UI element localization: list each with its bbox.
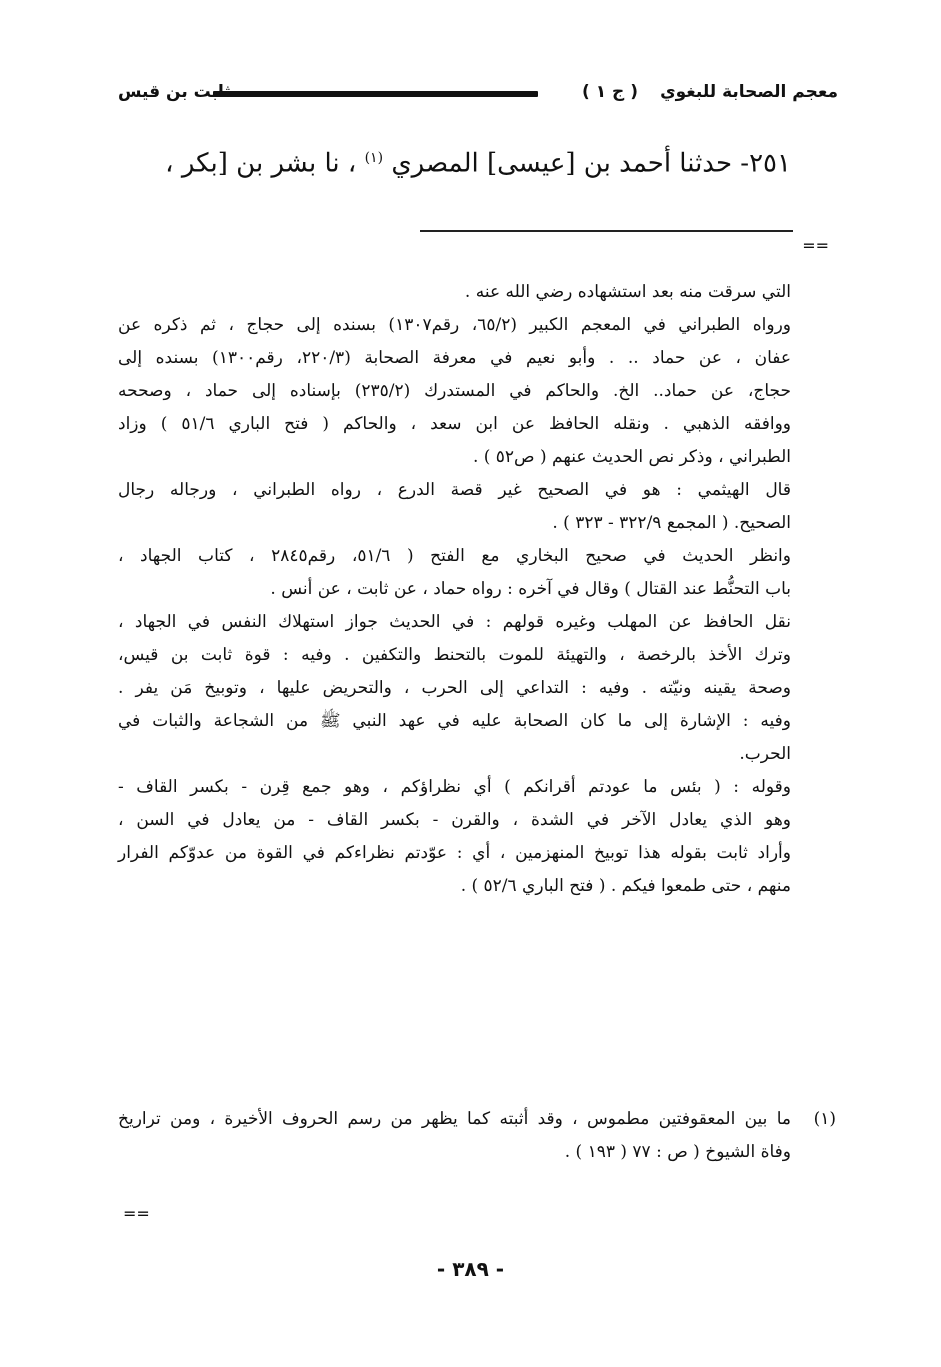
footnote-continuation [118,276,791,903]
note-line: الطبراني ، وذكر نص الحديث عنهم ( ص٥٢ ) . [472,447,791,467]
note-line: حجاج، عن حماد.. الخ. والحاكم في المستدرك (٢٣٥/٢) بإسناده إلى حماد ، وصححه [118,381,792,401]
running-header [118,82,838,112]
end-mark: == [123,1204,150,1223]
note-line: وفيه : الإشارة إلى ما كان الصحابة عليه في عهد النبي ﷺ من الشجاعة والثبات في [118,711,791,731]
note-line: وانظر الحديث في صحيح البخاري مع الفتح ( ٥١/٦، رقم٢٨٤٥ ، كتاب الجهاد ، [118,546,791,566]
note-line: ووافقه الذهبي . ونقله الحافظ عن ابن سعد ، والحاكم ( فتح الباري ٥١/٦ ) وزاد [118,414,791,434]
hadith-line [118,138,791,184]
page-number: - ٣٨٩ - [436,1257,505,1281]
note-line: باب التحنُّط عند القتال ) وقال في آخره : رواه حماد ، عن ثابت ، عن أنس . [270,579,791,599]
volume-label: ( ج ١ ) [582,82,638,102]
book-title: معجم الصحابة للبغوي [660,82,838,102]
footnote-reference: (١) [364,150,384,166]
footnote-1 [118,1103,836,1169]
note-line: نقل الحافظ عن المهلب وغيره قولهم : في الحديث جواز استهلاك النفس في الجهاد ، [118,612,791,632]
note-line: وأراد ثابت بقوله هذا توبيخ المنهزمين ، أي : عوّدتم نظراءكم في القوة من عدوّكم الفرار [118,843,791,863]
note-line: عفان ، عن حماد .. . وأبو نعيم في معرفة الصحابة (٢٢٠/٣، رقم١٣٠٠) بسنده إلى [118,348,792,368]
continuation-mark: == [802,236,829,255]
note-line: وقوله : ( بئس ما عودتم أقرانكم ) أي نظراؤكم ، وهو جمع قِرن - بكسر القاف - [118,777,791,797]
footnote-line: ما بين المعقوفتين مطموس ، وقد أثبته كما يظهر من رسم الحروف الأخيرة ، ومن تراريخ [118,1109,791,1129]
note-line: ورواه الطبراني في المعجم الكبير (٦٥/٢، رقم١٣٠٧) بسنده إلى حجاج ، ثم ذكره عن [118,315,791,335]
note-line: وصحة يقينه ونيّته . وفيه : التداعي إلى الحرب ، والتحريض عليها ، وتوبيخ مَن يفر . [118,678,791,698]
note-line: منهم ، حتى طمعوا فيكم . ( فتح الباري ٥٢/٦ ) . [460,876,791,896]
note-line: وهو الذي يعادل الآخر في الشدة ، والقرن - بكسر القاف - من يعادل في السن ، [118,810,791,830]
note-line: الصحيح. ( المجمع ٣٢٢/٩ - ٣٢٣ ) . [552,513,791,533]
footnote-line: وفاة الشيوخ ( ص : ٧٧ ( ١٩٣ ) . [564,1142,791,1162]
footnote-marker: (١) [813,1109,836,1129]
note-line: وترك الأخذ بالرخصة ، والتهيئة للموت بالتحنط والتكفين . وفيه : قوة ثابت بن قيس، [118,645,791,665]
note-line: التي سرقت منه بعد استشهاده رضي الله عنه . [464,282,791,302]
hadith-text-continued: ، نا بشر بن [بكر ، [165,148,357,179]
footnote-separator [420,230,793,232]
note-line: قال الهيثمي : هو في الصحيح غير قصة الدرع ، رواه الطبراني ، ورجاله رجال [118,480,791,500]
entry-name: ثابت بن قيس [118,82,231,102]
hadith-text: ٢٥١- حدثنا أحمد بن [عيسى] المصري [391,148,791,179]
note-line: الحرب. [739,744,791,764]
header-rule [213,91,538,97]
